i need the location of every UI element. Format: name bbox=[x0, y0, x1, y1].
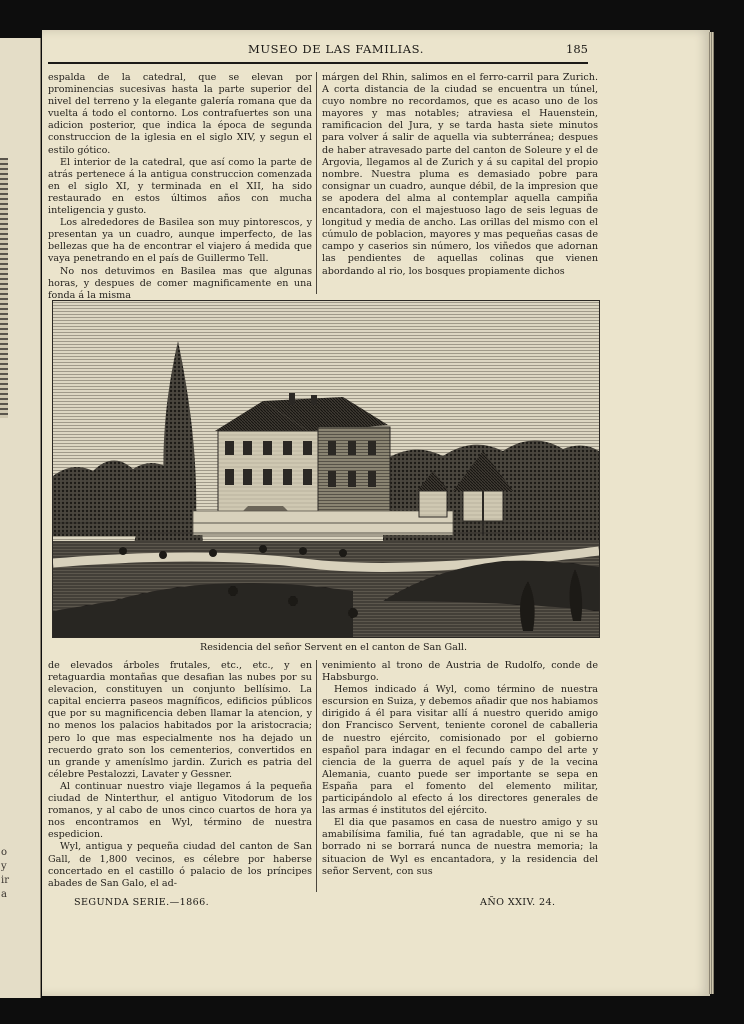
footer-series: SEGUNDA SERIE.—1866. bbox=[74, 897, 210, 908]
paragraph: El dia que pasamos en casa de nuestro amigo y su amabilísima familia, fué tan agradable, que ni se ha borrado ni se borrará nunca de nuestra memoria; la situacion de Wyl es encantadora, y la residencia del señor Servent, con sus bbox=[322, 817, 598, 877]
paragraph: de elevados árboles frutales, etc., etc., y en retaguardia montañas que desafian las nubes por su elevacion, constituyen un conjunto bellísimo. La capital encierra paseos magníficos, edificios públicos que por su magnificencia deben llamar la atencion, y no menos los palacios habitados por la aristocracia; pero lo que mas especialmente nos ha dejado un recuerdo grato son los cementerios, convertidos en un grande y ameníslmo jardin. Zurich es patria del célebre Pestalozzi, Lavater y Gessner. bbox=[48, 660, 312, 780]
header-rule bbox=[48, 62, 588, 64]
column-bottom-left bbox=[48, 660, 312, 890]
column-bottom-right bbox=[322, 660, 598, 878]
footer-issue: AÑO XXIV. 24. bbox=[480, 897, 556, 908]
column-top-left bbox=[48, 72, 312, 302]
page-edge bbox=[708, 32, 714, 994]
left-page-fragment: a bbox=[1, 889, 7, 900]
paragraph: márgen del Rhin, salimos en el ferro-carril para Zurich. A corta distancia de la ciudad se encuentra un túnel, cuyo nombre no recordamos, que es acaso uno de los mayores y mas notables; atraviesa el Hauenstein, ramificacion del Jura, y se tarda hasta siete minutos para volver á salir de aquella via subterránea; despues de haber atravesado parte del canton de Soleure y el de Argovia, llegamos al de Zurich y á su capital del propio nombre. Nuestra pluma es demasiado pobre para consignar un cuadro, aunque débil, de la impresion que se apodera del alma al contemplar aquella campiña encantadora, con el majestuoso lago de seis leguas de longitud y media de ancho. Las orillas del mismo con el cúmulo de poblacion, mayores y mas pequeñas casas de campo y caserios sin número, los viñedos que adornan las pendientes de aquellas colinas que vienen abordando al rio, los bosques propiamente dichos bbox=[322, 72, 598, 277]
paragraph: Al continuar nuestro viaje llegamos á la pequeña ciudad de Ninterthur, el antiguo Vitodorum de los romanos, y al cabo de unos cinco cuartos de hora ya nos encontramos en Wyl, término de nuestra espedicion. bbox=[48, 780, 312, 841]
left-page-illustration-edge bbox=[0, 158, 8, 418]
column-top-right bbox=[322, 72, 598, 278]
paragraph: venimiento al trono de Austria de Rudolfo, conde de Habsburgo. bbox=[322, 660, 598, 684]
left-page-fragment: y bbox=[1, 861, 7, 872]
column-divider bbox=[316, 72, 317, 294]
residence-engraving bbox=[53, 301, 599, 637]
paragraph: Wyl, antigua y pequeña ciudad del canton de San Gall, de 1,800 vecinos, es célebre por haberse concertado en el castillo ó palacio de los príncipes abades de San Galo, el ad- bbox=[48, 841, 312, 889]
page-number: 185 bbox=[566, 42, 588, 56]
paragraph: Hemos indicado á Wyl, como término de nuestra escursion en Suiza, y debemos añadir que nos habiamos dirigido á él para visitar allí á nuestro querido amigo don Francisco Servent, teniente coronel de caballeria de nuestro ejército, comisionado por el gobierno español para indagar en el fecundo campo del arte y ciencia de la guerra de aquel país y de la vecina Alemania, cuanto puede ser importante se sepa en España para el fomento del elemento militar, participándolo al efecto á los directores generales de las armas é institutos del ejército. bbox=[322, 684, 598, 817]
engraving-illustration bbox=[52, 300, 600, 638]
left-page-fragment: o bbox=[1, 847, 8, 858]
paragraph: El interior de la catedral, que así como la parte de atrás pertenece á la antigua construccion comenzada en el siglo XI, y terminada en el XII, ha sido restaurado en estos últimos años con mucha inteligencia y gusto. bbox=[48, 156, 312, 217]
paragraph: espalda de la catedral, que se elevan por prominencias sucesivas hasta la parte superior del nivel del terreno y la elegante galería romana que da vuelta á todo el contorno. Los contrafuertes son una adicion posterior, que indica la época de segunda construccion de la iglesia en el siglo XIV, y segun el estilo gótico. bbox=[48, 72, 312, 156]
paragraph: No nos detuvimos en Basilea mas que algunas horas, y despues de comer magnificamente en una fonda á la misma bbox=[48, 265, 312, 301]
left-page-fragment: ir bbox=[1, 875, 9, 886]
left-facing-page bbox=[0, 38, 41, 998]
paragraph: Los alrededores de Basilea son muy pintorescos, y presentan ya un cuadro, aunque imperfecto, de las bellezas que ha de encontrar el viajero á medida que vaya penetrando en el país de Guillermo Tell. bbox=[48, 217, 312, 265]
column-divider bbox=[316, 660, 317, 892]
running-header-title: MUSEO DE LAS FAMILIAS. bbox=[248, 42, 424, 56]
illustration-caption: Residencia del señor Servent en el canton de San Gall. bbox=[200, 642, 468, 653]
